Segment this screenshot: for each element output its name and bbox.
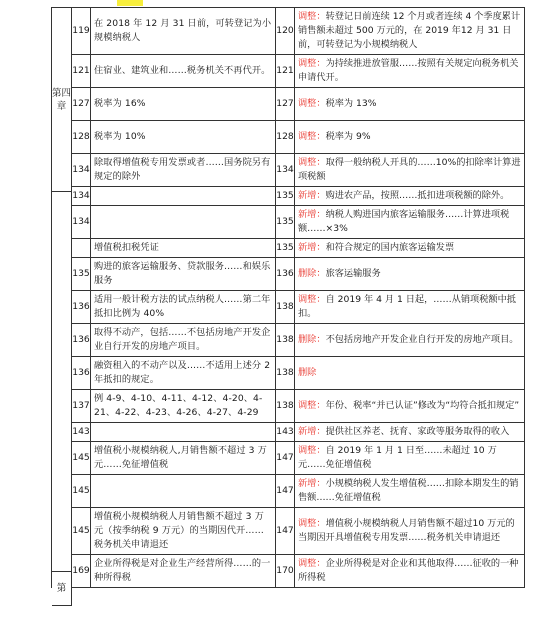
- chapter-label-5: 第: [52, 572, 72, 606]
- table-row: [52, 258, 525, 291]
- old-content-cell: [91, 206, 276, 238]
- new-page-number: 138: [276, 324, 295, 356]
- table-row: [52, 423, 525, 442]
- old-content-cell: [91, 508, 276, 554]
- table-row: [52, 88, 525, 121]
- new-content-cell: [295, 508, 525, 554]
- change-type-tag: 调整：: [298, 400, 326, 411]
- new-content-text: [298, 208, 521, 236]
- new-content-cell: [295, 390, 525, 422]
- new-content-text: [298, 477, 521, 505]
- old-content-text: 增值税扣税凭证: [94, 242, 160, 253]
- old-page-number: 127: [72, 88, 91, 120]
- new-content-text: [298, 57, 521, 85]
- new-content-cell: [295, 258, 525, 290]
- new-content-body: 提供社区养老、抚育、家政等服务取得的收入: [325, 426, 510, 437]
- table-row: [52, 239, 525, 258]
- new-content-text: [298, 97, 376, 111]
- old-content-text: 例 4-9、4-10、4-11、4-12、4-20、4-21、4-22、4-23、4-26、4-27、4-29: [94, 393, 263, 418]
- old-content-cell: [91, 555, 276, 587]
- old-page-number: 121: [72, 55, 91, 87]
- new-content-cell: [295, 206, 525, 238]
- new-content-text: [298, 366, 316, 380]
- new-content-text: [298, 425, 509, 439]
- change-type-tag: 调整：: [298, 518, 326, 529]
- new-content-body: 不包括房地产开发企业自行开发的房地产项目。: [325, 334, 519, 345]
- new-content-cell: [295, 239, 525, 257]
- old-content-cell: [91, 423, 276, 441]
- old-page-number: 136: [72, 357, 91, 389]
- old-page-number: 145: [72, 475, 91, 507]
- old-page-number: 119: [72, 8, 91, 54]
- change-type-tag: 调整：: [298, 294, 326, 305]
- new-content-body: 为持续推进放管服……按照有关规定向税务机关申请代开。: [298, 58, 519, 83]
- old-content-text: 适用一般计税方法的试点纳税人……第二年抵扣比例为 40%: [94, 294, 271, 319]
- change-type-tag: 调整：: [298, 11, 326, 22]
- new-content-cell: [295, 475, 525, 507]
- new-content-body: 小规模纳税人发生增值税……扣除本期发生的销售额……免征增值税: [298, 478, 519, 503]
- old-content-text: 增值税小规模纳税人月销售额不超过 3 万元（按季纳税 9 万元）的当期因代开……税务机关申请退还: [94, 511, 264, 550]
- chapter-blank-cell: [52, 192, 72, 572]
- change-type-tag: 删除: [298, 367, 317, 378]
- new-content-text: [298, 517, 521, 545]
- old-page-number: 134: [72, 154, 91, 186]
- new-page-number: 143: [276, 423, 295, 441]
- change-type-tag: 新增：: [298, 209, 326, 220]
- old-content-cell: [91, 390, 276, 422]
- table-row: [52, 187, 525, 206]
- new-page-number: 135: [276, 206, 295, 238]
- new-page-number: 136: [276, 258, 295, 290]
- new-content-cell: [295, 324, 525, 356]
- new-content-body: 转登记日前连续 12 个月或者连续 4 个季度累计销售额未超过 500 万元的，在 2019 年12 月 31 日前，可转登记为小规模纳税人: [298, 11, 521, 50]
- old-page-number: 145: [72, 442, 91, 474]
- new-content-cell: [295, 291, 525, 323]
- old-content-cell: [91, 258, 276, 290]
- table-row: [52, 357, 525, 390]
- new-page-number: 128: [276, 121, 295, 153]
- change-type-tag: 调整：: [298, 157, 326, 168]
- new-content-cell: [295, 8, 525, 54]
- change-type-tag: 新增：: [298, 426, 326, 437]
- new-content-text: [298, 293, 521, 321]
- old-content-text: 融资租入的不动产以及……不适用上述分 2 年抵扣的规定。: [94, 360, 271, 385]
- new-page-number: 121: [276, 55, 295, 87]
- new-content-body: 企业所得税是对企业和其他取得……征收的一种所得税: [298, 558, 519, 583]
- new-content-body: 增值税小规模纳税人月销售额不超过10 万元的当期因开具增值税专用发票……税务机关申请退还: [298, 518, 515, 543]
- new-content-text: [298, 444, 521, 472]
- new-page-number: 127: [276, 88, 295, 120]
- old-content-cell: [91, 154, 276, 186]
- old-content-text: 取得不动产，包括……不包括房地产开发企业自行开发的房地产项目。: [94, 327, 271, 352]
- new-content-cell: [295, 357, 525, 389]
- new-content-text: [298, 130, 371, 144]
- chapter-label-4: 第四章: [52, 8, 72, 192]
- old-content-cell: [91, 121, 276, 153]
- change-type-tag: 新增：: [298, 190, 326, 201]
- new-page-number: 147: [276, 475, 295, 507]
- old-content-cell: [91, 442, 276, 474]
- old-page-number: 128: [72, 121, 91, 153]
- new-content-text: [298, 267, 381, 281]
- old-page-number: 137: [72, 390, 91, 422]
- new-content-text: [298, 333, 519, 347]
- new-page-number: 135: [276, 239, 295, 257]
- old-page-number: 169: [72, 555, 91, 587]
- new-content-body: 自 2019 年 1 月 1 日至……未超过 10 万元……免征增值税: [298, 445, 497, 470]
- new-page-number: 138: [276, 390, 295, 422]
- old-content-cell: [91, 475, 276, 507]
- old-content-cell: [91, 291, 276, 323]
- old-content-cell: [91, 187, 276, 205]
- change-type-tag: 调整：: [298, 445, 326, 456]
- old-content-text: 住宿业、建筑业和……税务机关不再代开。: [94, 65, 271, 76]
- new-content-body: 自 2019 年 4 月 1 日起，……从销项税额中抵扣。: [298, 294, 516, 319]
- new-page-number: 134: [276, 154, 295, 186]
- table-row: [52, 8, 525, 55]
- old-content-text: 增值税小规模纳税人,月销售额不超过 3 万元……免征增值税: [94, 445, 267, 470]
- table-row: [52, 291, 525, 324]
- old-content-cell: [91, 88, 276, 120]
- new-content-text: [298, 557, 521, 585]
- new-page-number: 147: [276, 508, 295, 554]
- new-content-text: [298, 189, 509, 203]
- new-page-number: 138: [276, 357, 295, 389]
- table-row: [52, 442, 525, 475]
- old-content-cell: [91, 239, 276, 257]
- old-content-text: 购进的旅客运输服务、贷款服务……和娱乐服务: [94, 261, 271, 286]
- new-page-number: 138: [276, 291, 295, 323]
- old-page-number: 136: [72, 291, 91, 323]
- new-content-cell: [295, 154, 525, 186]
- change-type-tag: 删除：: [298, 268, 326, 279]
- table-row: [52, 475, 525, 508]
- table-row: [52, 206, 525, 239]
- old-page-number: 136: [72, 324, 91, 356]
- old-page-number: [72, 239, 91, 257]
- table-row: [52, 121, 525, 154]
- old-content-text: 企业所得税是对企业生产经营所得……的一种所得税: [94, 558, 271, 583]
- old-content-text: 税率为 10%: [94, 131, 146, 142]
- new-content-text: [298, 156, 521, 184]
- change-type-tag: 新增：: [298, 478, 326, 489]
- change-type-tag: 调整：: [298, 558, 326, 569]
- new-content-body: 年份、税率“并已认证”修改为“均符合抵扣规定”: [325, 400, 520, 411]
- new-page-number: 135: [276, 187, 295, 205]
- new-content-cell: [295, 555, 525, 587]
- new-page-number: 170: [276, 555, 295, 587]
- new-content-cell: [295, 442, 525, 474]
- new-content-cell: [295, 423, 525, 441]
- change-type-tag: 调整：: [298, 131, 326, 142]
- new-page-number: 120: [276, 8, 295, 54]
- new-content-text: [298, 241, 454, 255]
- new-content-text: [298, 399, 519, 413]
- old-page-number: 143: [72, 423, 91, 441]
- tax-revision-table: [51, 7, 525, 594]
- new-content-cell: [295, 88, 525, 120]
- old-page-number: 145: [72, 508, 91, 554]
- new-content-text: [298, 10, 521, 52]
- new-content-body: 税率为 9%: [325, 131, 371, 142]
- old-content-cell: [91, 8, 276, 54]
- change-type-tag: 调整：: [298, 58, 326, 69]
- table-row: [52, 555, 525, 588]
- table-row: [52, 324, 525, 357]
- yellow-highlight-mark: [117, 0, 143, 6]
- change-type-tag: 调整：: [298, 98, 326, 109]
- new-content-body: 和符合规定的国内旅客运输发票: [325, 242, 455, 253]
- new-content-body: 旅客运输服务: [325, 268, 381, 279]
- old-page-number: 134: [72, 187, 91, 205]
- old-content-text: 在 2018 年 12 月 31 日前，可转登记为小规模纳税人: [94, 18, 272, 43]
- new-content-cell: [295, 55, 525, 87]
- old-content-cell: [91, 357, 276, 389]
- old-content-text: 除取得增值税专用发票或者……国务院另有规定的除外: [94, 157, 271, 182]
- old-content-text: 税率为 16%: [94, 98, 146, 109]
- table-row: [52, 154, 525, 187]
- new-content-body: 纳税人购进国内旅客运输服务……计算进项税额……×3%: [298, 209, 510, 234]
- change-type-tag: 删除：: [298, 334, 326, 345]
- new-content-body: 购进农产品，按照……抵扣进项税额的除外。: [325, 190, 510, 201]
- old-content-cell: [91, 55, 276, 87]
- new-page-number: 147: [276, 442, 295, 474]
- table-row: [52, 55, 525, 88]
- table-row: [52, 508, 525, 555]
- new-content-body: 取得一般纳税人开具的……10%的扣除率计算进项税额: [298, 157, 521, 182]
- change-type-tag: 新增：: [298, 242, 326, 253]
- old-content-cell: [91, 324, 276, 356]
- old-page-number: 135: [72, 258, 91, 290]
- new-content-body: 税率为 13%: [325, 98, 377, 109]
- old-page-number: 134: [72, 206, 91, 238]
- new-content-cell: [295, 121, 525, 153]
- table-row: [52, 390, 525, 423]
- new-content-cell: [295, 187, 525, 205]
